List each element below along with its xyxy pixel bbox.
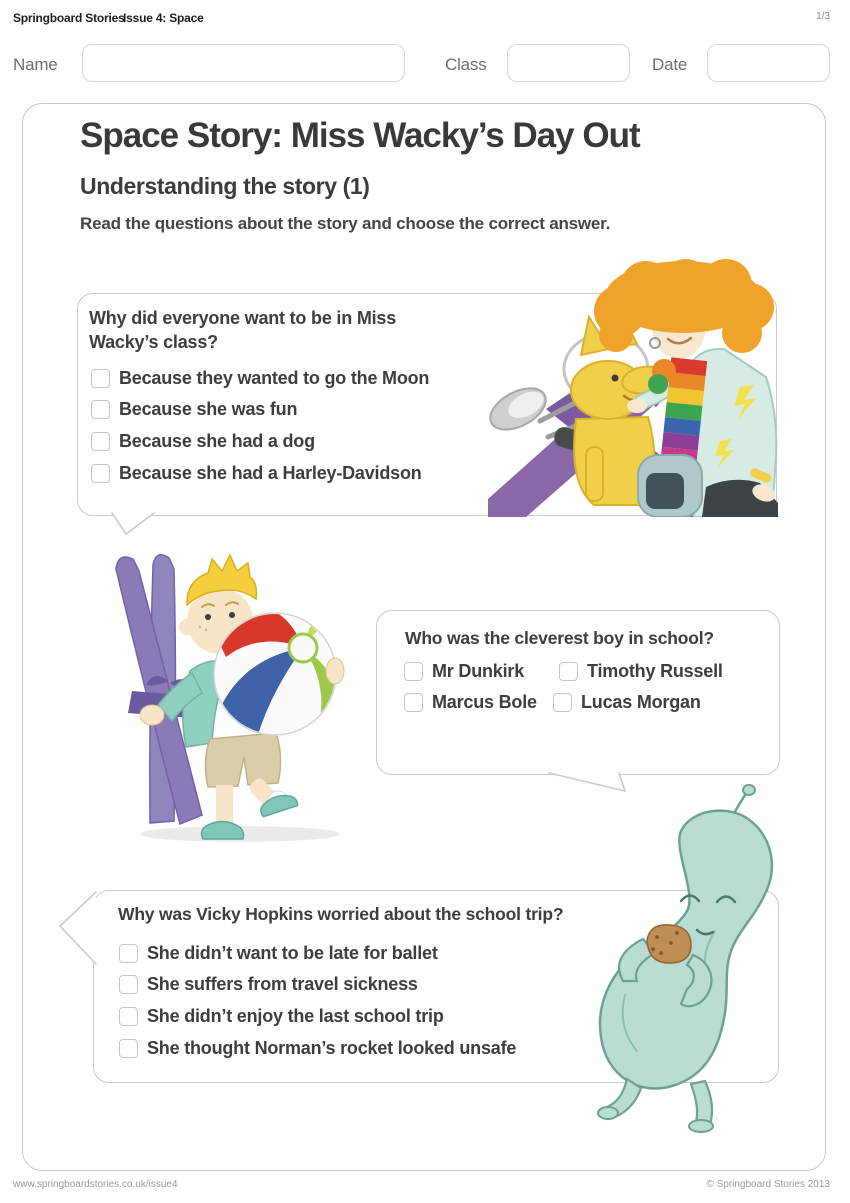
- option-row: [91, 431, 315, 451]
- option-label: Mr Dunkirk: [432, 660, 525, 681]
- name-input[interactable]: [82, 44, 405, 82]
- question-text: Why was Vicky Hopkins worried about the school trip?: [118, 904, 564, 924]
- option-label: She didn’t enjoy the last school trip: [147, 1005, 444, 1026]
- boy-with-skis-illustration: [90, 543, 400, 843]
- option-label: Marcus Bole: [432, 691, 537, 712]
- checkbox-q3-option2[interactable]: [119, 975, 138, 994]
- header-brand: Springboard Stories: [13, 11, 125, 25]
- checkbox-q1-option2[interactable]: [91, 400, 110, 419]
- header-issue: Issue 4: Space: [123, 11, 204, 25]
- option-label: Because she was fun: [119, 398, 298, 419]
- page-title: Space Story: Miss Wacky’s Day Out: [80, 116, 640, 155]
- checkbox-q3-option1[interactable]: [119, 944, 138, 963]
- question-text: Why did everyone want to be in Miss Wacky’s class?: [89, 308, 397, 352]
- option-row: [119, 974, 418, 994]
- option-row: [119, 1006, 444, 1026]
- checkbox-q2-option2[interactable]: [559, 662, 578, 681]
- option-row: [553, 692, 701, 712]
- footer-copyright: © Springboard Stories 2013: [706, 1179, 830, 1190]
- page-subtitle: Understanding the story (1): [80, 173, 370, 199]
- biscuit: [647, 925, 691, 963]
- instruction-text: Read the questions about the story and choose the correct answer.: [80, 214, 611, 233]
- checkbox-q1-option1[interactable]: [91, 369, 110, 388]
- option-label: She didn’t want to be late for ballet: [147, 942, 438, 963]
- option-row: [119, 1038, 516, 1058]
- option-label: Timothy Russell: [587, 660, 723, 681]
- date-label: Date: [652, 55, 688, 74]
- option-label: Because she had a dog: [119, 430, 315, 451]
- option-row: [91, 463, 422, 483]
- option-label: She thought Norman’s rocket looked unsafe: [147, 1037, 517, 1058]
- checkbox-q2-option4[interactable]: [553, 693, 572, 712]
- class-label: Class: [445, 55, 487, 74]
- option-row: [559, 661, 723, 681]
- checkbox-q2-option3[interactable]: [404, 693, 423, 712]
- miss-wacky-scooter-illustration: [488, 259, 778, 517]
- option-row: [404, 692, 537, 712]
- checkbox-q3-option3[interactable]: [119, 1007, 138, 1026]
- bubble-tail: [52, 886, 98, 970]
- option-label: Because she had a Harley-Davidson: [119, 462, 422, 483]
- class-input[interactable]: [507, 44, 630, 82]
- option-label: Because they wanted to go the Moon: [119, 367, 430, 388]
- checkbox-q1-option3[interactable]: [91, 432, 110, 451]
- alien-illustration: [595, 783, 795, 1133]
- antenna-icon: [743, 785, 755, 795]
- page-indicator: 1/3: [816, 11, 830, 22]
- checkbox-q1-option4[interactable]: [91, 464, 110, 483]
- option-row: [91, 399, 297, 419]
- option-row: [404, 661, 524, 681]
- date-input[interactable]: [707, 44, 830, 82]
- option-row: [91, 368, 429, 388]
- option-label: She suffers from travel sickness: [147, 973, 418, 994]
- footer-url: www.springboardstories.co.uk/issue4: [13, 1179, 178, 1190]
- option-label: Lucas Morgan: [581, 691, 701, 712]
- bubble-tail: [106, 513, 162, 539]
- question-bubble-2: [376, 610, 780, 775]
- question-text: Who was the cleverest boy in school?: [405, 628, 714, 648]
- checkbox-q2-option1[interactable]: [404, 662, 423, 681]
- checkbox-q3-option4[interactable]: [119, 1039, 138, 1058]
- name-label: Name: [13, 55, 58, 74]
- option-row: [119, 943, 438, 963]
